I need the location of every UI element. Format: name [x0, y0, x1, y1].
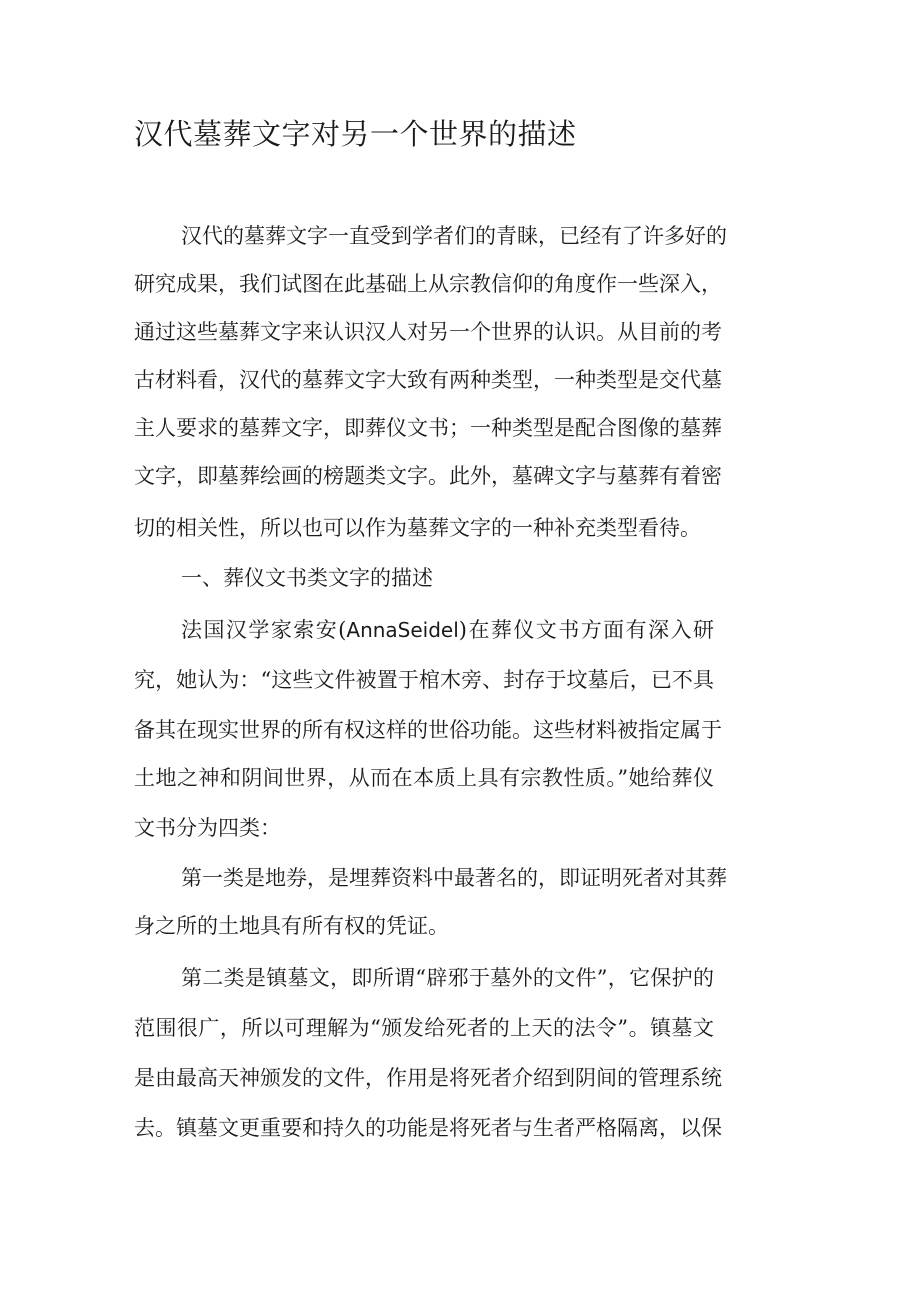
paragraph-line: 身之所的土地具有所有权的凭证。	[134, 914, 449, 938]
paragraph-line: 研究成果，我们试图在此基础上从宗教信仰的角度作一些深入，	[134, 272, 722, 296]
paragraph-line: 通过这些墓葬文字来认识汉人对另一个世界的认识。从目前的考	[134, 320, 722, 344]
paragraph-line: 土地之神和阴间世界，从而在本质上具有宗教性质。”她给葬仪	[134, 766, 714, 790]
paragraph-line: 备其在现实世界的所有权这样的世俗功能。这些材料被指定属于	[134, 718, 722, 742]
paragraph-line	[181, 614, 714, 646]
paragraph-line: 主人要求的墓葬文字，即葬仪文书；一种类型是配合图像的墓葬	[134, 416, 722, 440]
section-heading: 一、葬仪文书类文字的描述	[181, 566, 433, 590]
document-title: 汉代墓葬文字对另一个世界的描述	[134, 117, 577, 151]
paragraph-line: 切的相关性，所以也可以作为墓葬文字的一种补充类型看待。	[134, 516, 701, 540]
paragraph-line: 第一类是地券，是埋葬资料中最著名的，即证明死者对其葬	[181, 866, 727, 890]
text-segment: )在葬仪文书方面有深入研	[458, 618, 714, 642]
text-segment: 法国汉学家索安(	[181, 618, 347, 642]
paragraph-line: 范围很广，所以可理解为“颁发给死者的上天的法令”。镇墓文	[134, 1016, 714, 1040]
paragraph-line: 是由最高天神颁发的文件，作用是将死者介绍到阴间的管理系统	[134, 1066, 722, 1090]
paragraph-line: 究，她认为：“这些文件被置于棺木旁、封存于坟墓后，已不具	[134, 668, 714, 692]
paragraph-line: 古材料看，汉代的墓葬文字大致有两种类型，一种类型是交代墓	[134, 368, 722, 392]
paragraph-line: 去。镇墓文更重要和持久的功能是将死者与生者严格隔离，以保	[134, 1116, 722, 1140]
paragraph-line: 第二类是镇墓文，即所谓“辟邪于墓外的文件”，它保护的	[181, 966, 714, 990]
paragraph-line: 文字，即墓葬绘画的榜题类文字。此外，墓碑文字与墓葬有着密	[134, 464, 722, 488]
paragraph-line: 汉代的墓葬文字一直受到学者们的青睐，已经有了许多好的	[181, 224, 727, 248]
paragraph-line: 文书分为四类：	[134, 816, 281, 840]
author-name: AnnaSeidel	[346, 618, 459, 642]
